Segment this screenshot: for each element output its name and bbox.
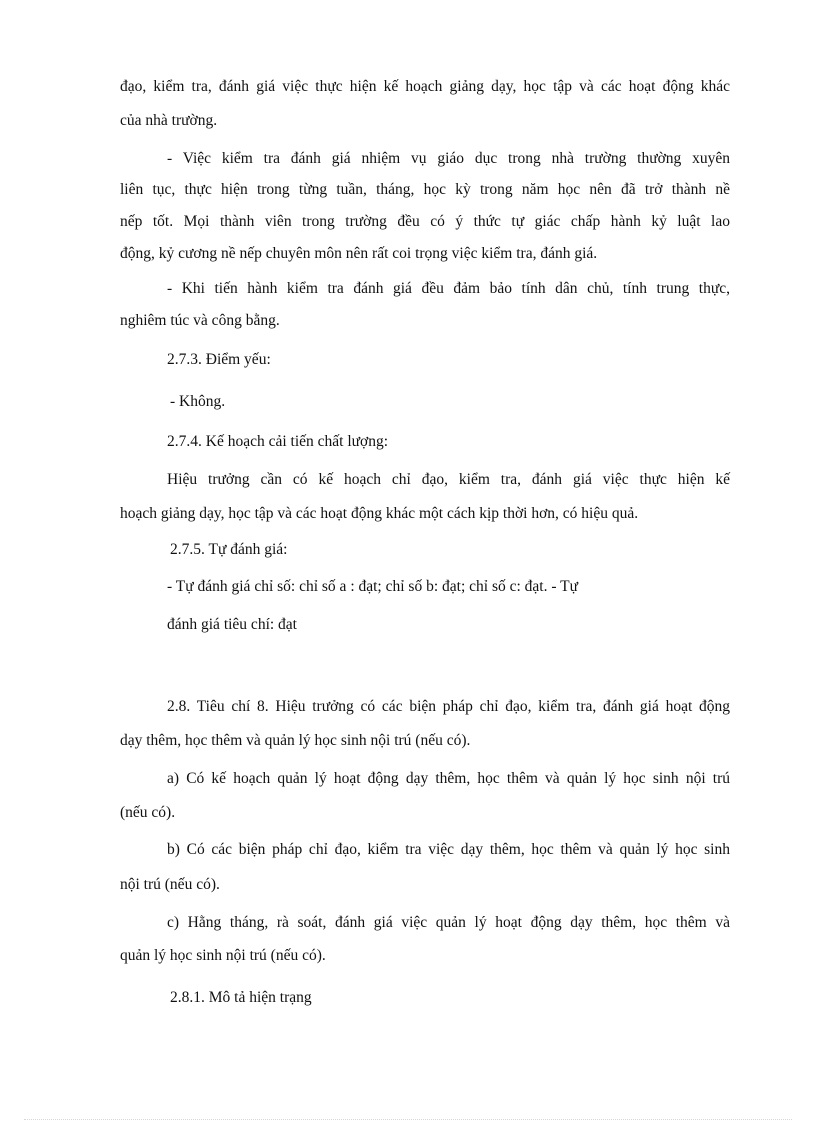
list-item: b) Có các biện pháp chỉ đạo, kiểm tra việc dạy thêm, học thêm và quản lý học sinh <box>167 841 730 858</box>
paragraph-line: - Tự đánh giá chỉ số: chỉ số a : đạt; chỉ số b: đạt; chỉ số c: đạt. - Tự <box>167 578 578 595</box>
paragraph-line: - Khi tiến hành kiểm tra đánh giá đều đảm bảo tính dân chủ, tính trung thực, <box>167 280 730 297</box>
list-item: c) Hằng tháng, rà soát, đánh giá việc quản lý hoạt động dạy thêm, học thêm và <box>167 914 730 931</box>
paragraph-line: dạy thêm, học thêm và quản lý học sinh nội trú (nếu có). <box>120 732 471 749</box>
paragraph-line: đánh giá tiêu chí: đạt <box>167 616 297 633</box>
paragraph-line: - Việc kiểm tra đánh giá nhiệm vụ giáo dục trong nhà trường thường xuyên <box>167 150 730 167</box>
paragraph-line: hoạch giảng dạy, học tập và các hoạt động khác một cách kịp thời hơn, có hiệu quả. <box>120 505 639 522</box>
paragraph-line: nghiêm túc và công bằng. <box>120 312 280 329</box>
paragraph-line: động, kỷ cương nề nếp chuyên môn nên rất coi trọng việc kiểm tra, đánh giá. <box>120 245 598 262</box>
paragraph-line: quản lý học sinh nội trú (nếu có). <box>120 947 326 964</box>
paragraph-line: - Không. <box>170 393 226 410</box>
list-item: a) Có kế hoạch quản lý hoạt động dạy thêm, học thêm và quản lý học sinh nội trú <box>167 770 730 787</box>
section-heading: 2.7.5. Tự đánh giá: <box>170 541 288 558</box>
paragraph-line: liên tục, thực hiện trong từng tuần, tháng, học kỳ trong năm học nên đã trở thành nề <box>120 181 730 198</box>
section-heading: 2.7.4. Kế hoạch cải tiến chất lượng: <box>167 433 389 450</box>
paragraph-line: Hiệu trưởng cần có kế hoạch chỉ đạo, kiểm tra, đánh giá việc thực hiện kế <box>167 471 730 488</box>
paragraph-line: của nhà trường. <box>120 112 218 129</box>
paragraph-line: nội trú (nếu có). <box>120 876 220 893</box>
section-heading: 2.7.3. Điểm yếu: <box>167 351 271 368</box>
section-heading: 2.8.1. Mô tả hiện trạng <box>170 989 312 1006</box>
paragraph-line: đạo, kiểm tra, đánh giá việc thực hiện kế hoạch giảng dạy, học tập và các hoạt động khác <box>120 78 730 95</box>
section-heading: 2.8. Tiêu chí 8. Hiệu trưởng có các biện pháp chỉ đạo, kiểm tra, đánh giá hoạt động <box>167 698 730 715</box>
paragraph-line: (nếu có). <box>120 804 176 821</box>
page-bottom-divider <box>24 1119 792 1120</box>
paragraph-line: nếp tốt. Mọi thành viên trong trường đều có ý thức tự giác chấp hành kỷ luật lao <box>120 213 730 230</box>
